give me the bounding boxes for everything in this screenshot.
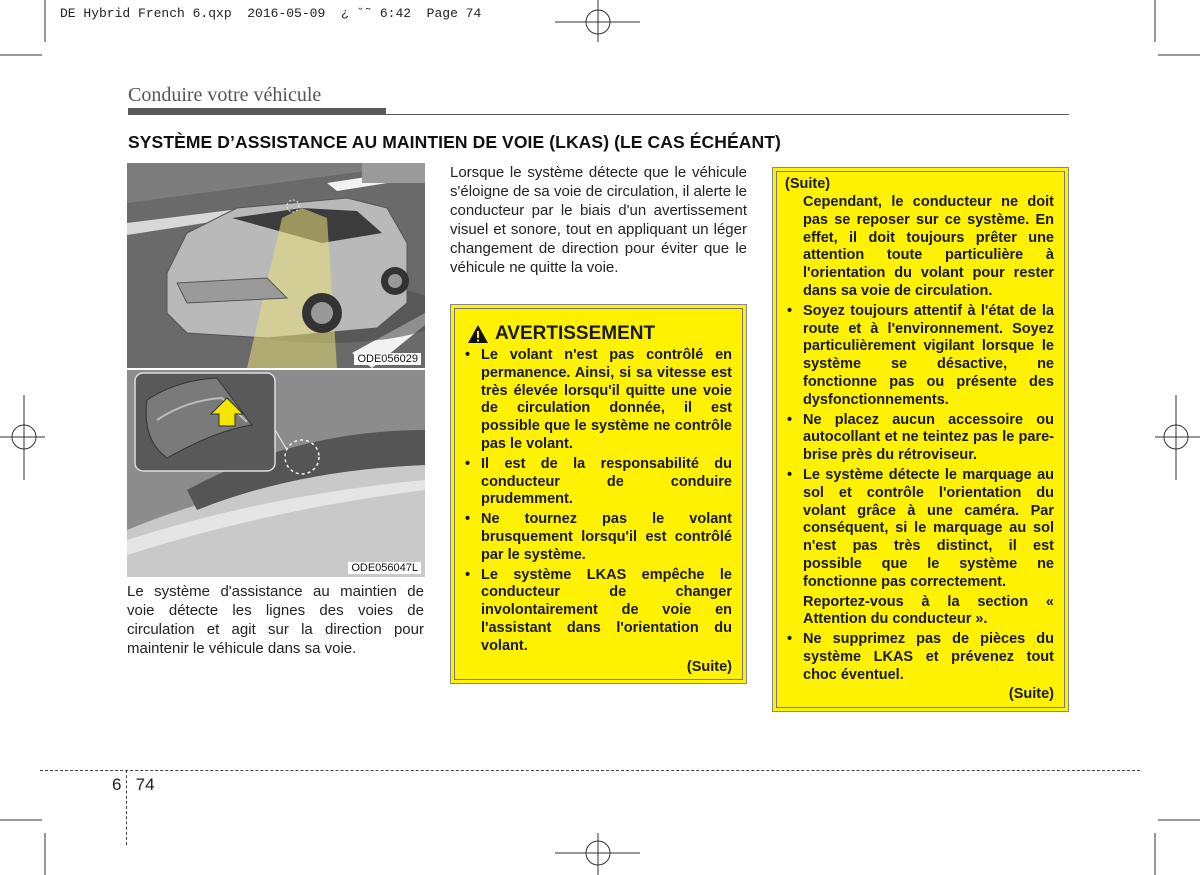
continued-item: • Le système détecte le marquage au sol et contrôle l'orientation du volant grâce à une caméra. Par conséquent, si le marquage au sol n'est pas très distinct, il est possible que le système ne fonctionne pas correctement. bbox=[785, 467, 1054, 592]
figure-code: ODE056029 bbox=[354, 353, 421, 365]
main-heading: SYSTÈME D’ASSISTANCE AU MAINTIEN DE VOIE (LKAS) (LE CAS ÉCHÉANT) bbox=[128, 132, 781, 152]
figure-car-lane bbox=[127, 163, 425, 368]
continued-suite: (Suite) bbox=[1008, 686, 1054, 702]
continued-paragraph: Cependant, le conducteur ne doit pas se reposer sur ce système. En effet, il doit toujours prêter une attention toute particulière à l'orientation du volant pour rester dans sa voie de circulation. bbox=[803, 194, 1054, 299]
continued-header: (Suite) bbox=[785, 176, 831, 192]
continued-list bbox=[785, 194, 1054, 687]
middle-text: Lorsque le système détecte que le véhicule s'éloigne de sa voie de circulation, il alerte le conducteur par le biais d'un avertissement visuel et sonore, tout en appliquant un léger changement de direction pour éviter que le véhicule ne quitte la voie. bbox=[450, 164, 747, 276]
continued-item: • Ne supprimez pas de pièces du système LKAS et prévenez tout choc éventuel. bbox=[785, 631, 1054, 684]
continued-warning-box bbox=[772, 167, 1069, 712]
continued-inner-frame bbox=[776, 171, 1065, 708]
figure-code: ODE056047L bbox=[348, 562, 421, 574]
title-rule bbox=[128, 114, 1069, 115]
camera-illustration bbox=[127, 370, 425, 577]
warning-item: • Ne tournez pas le volant brusquement lorsqu'il est contrôlé par le système. bbox=[463, 511, 732, 564]
warning-triangle-icon bbox=[467, 324, 489, 344]
warning-suite: (Suite) bbox=[686, 659, 732, 675]
continued-item: • Soyez toujours attentif à l'état de la route et à l'environnement. Soyez particulièrement vigilant lorsque le système se désactive, ne fonctionne pas ou présente des dysfonctionnements. bbox=[785, 303, 1054, 410]
section-title: Conduire votre véhicule bbox=[128, 84, 322, 106]
warning-list bbox=[463, 347, 732, 658]
page-number-value: 74 bbox=[135, 775, 155, 794]
continued-item: • Ne placez aucun accessoire ou autocollant et ne teintez pas le pare-brise près du rétroviseur. bbox=[785, 412, 1054, 465]
car-lane-illustration bbox=[127, 163, 425, 368]
warning-item: • Le système LKAS empêche le conducteur de changer involontairement de voie en l'assistant dans l'orientation du volant. bbox=[463, 567, 732, 656]
footer-dashed-line bbox=[40, 770, 1140, 771]
warning-inner-frame bbox=[454, 308, 743, 680]
figure-camera bbox=[127, 370, 425, 577]
warning-item: • Le volant n'est pas contrôlé en permanence. Ainsi, si sa vitesse est très élevée lorsqu'il quitte une voie de circulation donnée, il est possible que le système ne contrôle pas le volant. bbox=[463, 347, 732, 454]
warning-title bbox=[467, 323, 655, 345]
warning-item: • Il est de la responsabilité du conducteur de conduire prudemment. bbox=[463, 456, 732, 509]
print-header: DE Hybrid French 6.qxp 2016-05-09 ¿ ˘˜ 6:42 Page 74 bbox=[60, 6, 482, 21]
page-number bbox=[112, 775, 155, 795]
chapter-number: 6 bbox=[112, 775, 122, 794]
continued-paragraph: Reportez-vous à la section « Attention du conducteur ». bbox=[803, 593, 1054, 628]
warning-box bbox=[450, 304, 747, 684]
left-caption: Le système d'assistance au maintien de voie détecte les lignes des voies de circulation et agit sur la direction pour maintenir le véhicule dans sa voie. bbox=[127, 583, 424, 657]
warning-title-text: AVERTISSEMENT bbox=[495, 323, 656, 344]
